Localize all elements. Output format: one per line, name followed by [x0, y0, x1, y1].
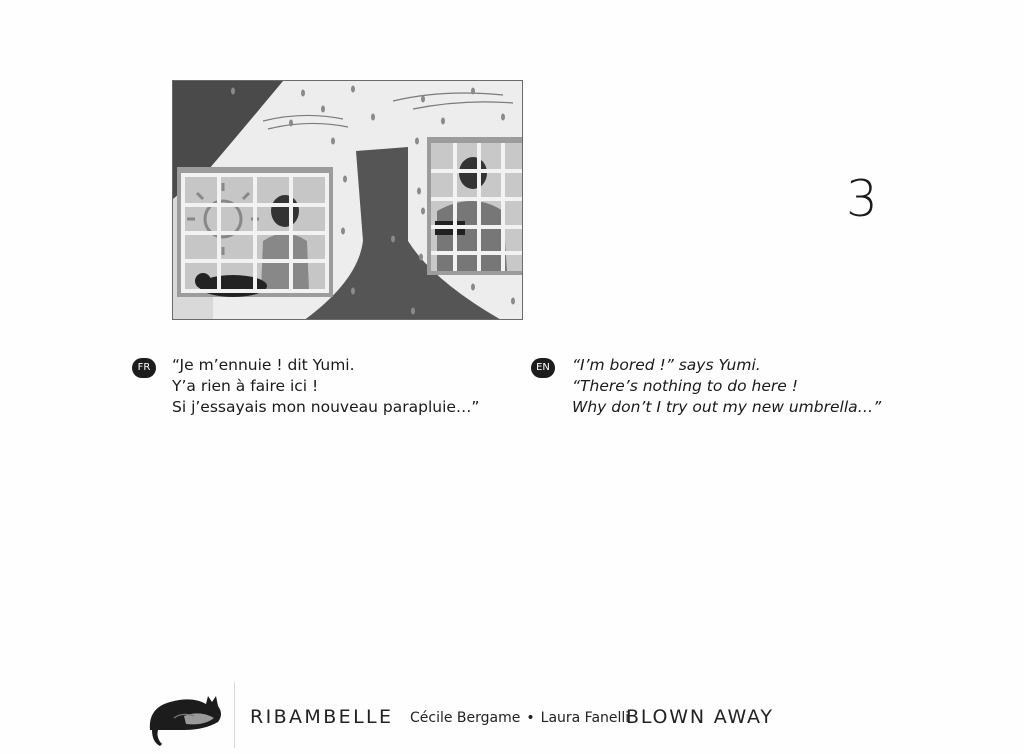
text-fr — [172, 355, 479, 418]
illustrator-name: Laura Fanelli — [540, 710, 630, 726]
footer-divider — [234, 682, 235, 748]
rainy-window-scene-icon — [173, 81, 523, 320]
series-name: RIBAMBELLE — [250, 706, 394, 728]
illustration — [172, 80, 523, 320]
text-en-line: Why don’t I try out my new umbrella…” — [572, 398, 882, 416]
credit-separator: • — [526, 710, 535, 726]
language-badge-fr: FR — [132, 358, 156, 378]
text-fr-line: “Je m’ennuie ! dit Yumi. — [172, 356, 355, 374]
text-fr-line: Si j’essayais mon nouveau parapluie…” — [172, 398, 480, 416]
sleeping-cat-icon — [144, 686, 226, 748]
author-name: Cécile Bergame — [410, 710, 521, 726]
credits — [410, 710, 629, 738]
text-en-line: “I’m bored !” says Yumi. — [572, 356, 761, 374]
text-fr-line: Y’a rien à faire ici ! — [172, 377, 319, 395]
language-badge-en: EN — [531, 358, 555, 378]
text-en-line: “There’s nothing to do here ! — [572, 377, 798, 395]
page-number: 3 — [846, 170, 878, 228]
text-en — [572, 355, 881, 418]
book-title: BLOWN AWAY — [626, 706, 774, 728]
